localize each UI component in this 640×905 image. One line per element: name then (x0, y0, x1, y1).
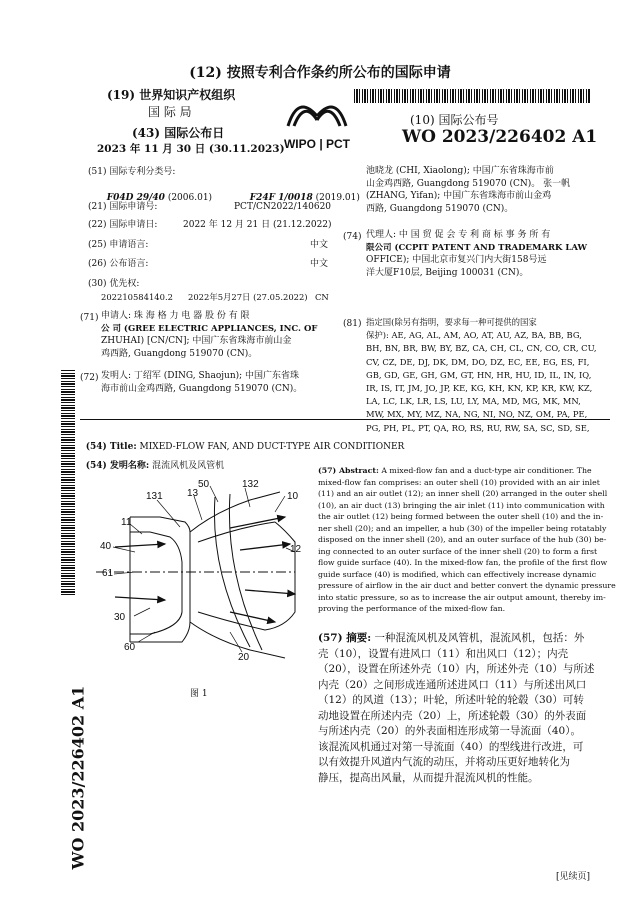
inventor-line: 海市前山金鸡西路, Guangdong 519070 (CN)。 (101, 383, 303, 394)
app-no: PCT/CN2022/140620 (234, 202, 332, 212)
ref-label: 20 (238, 652, 250, 663)
abstract-cn-label: (57) 摘要: (318, 632, 372, 644)
org-bureau: 国 际 局 (148, 105, 192, 119)
abstract-cn-line: （20），设置在所述外壳（10）内，所述外壳（10）与所述 (318, 663, 595, 675)
right-inventors (366, 165, 606, 215)
abstract-en-line: pressure of airflow in the air duct and better convert the dynamic pressure (318, 581, 616, 590)
abstract-cn-line: 内壳（20）之间形成连通所述进风口（11）与所述出风口 (318, 678, 587, 691)
inventor-num: (72) (80, 373, 99, 383)
pub-lang: 中文 (310, 259, 329, 269)
leader-lines (113, 486, 295, 652)
pub-number: WO 2023/226402 A1 (402, 127, 598, 147)
abstract-en-line: ner shell (20); and an impeller, a hub (30) of the impeller being rotatably (318, 523, 607, 533)
agent-line: 代理人: 中 国 贸 促 会 专 利 商 标 事 务 所 有 (366, 230, 551, 240)
states-line: MW, MX, MY, MZ, NA, NG, NI, NO, NZ, OM, PA, PE, (366, 409, 588, 420)
continued-note: [见续页] (556, 872, 591, 882)
abstract-en-line: mixed-flow fan comprises: an outer shell (10) provided with an air inlet (318, 477, 600, 487)
abstract-en-line: (11) and an air outlet (12); an inner shell (20) arranged in the outer shell (318, 489, 608, 498)
ipc-label: (51) 国际专利分类号: (88, 167, 176, 177)
ref-label: 40 (100, 541, 112, 552)
title-en-text: MIXED-FLOW FAN, AND DUCT-TYPE AIR CONDITIONER (139, 441, 405, 452)
abstract-cn-line: 以有效提升风道内气流的动压，并将动压更好地转化为 (318, 756, 570, 768)
divider (80, 419, 610, 420)
pub-lang-label: (26) 公布语言: (88, 259, 149, 269)
abstract-cn-line: 壳（10），设置有进风口（11）和出风口（12）；内壳 (318, 647, 569, 660)
ref-label: 11 (121, 517, 132, 528)
filing-lang: 中文 (310, 240, 329, 250)
ipc-2-year: (2019.01) (315, 192, 360, 203)
agent-line: OFFICE); 中国北京市复兴门内大街158号远 (366, 255, 547, 265)
ipc-1: F04D 29/40 (106, 192, 165, 203)
states-line: GB, GD, GE, GH, GM, GT, HN, HR, HU, ID, IL, IN, IQ, (366, 369, 592, 380)
abstract-en (318, 465, 616, 615)
barcode-side (61, 370, 75, 595)
ref-label: 13 (187, 488, 199, 499)
abstract-en-line: the air outlet (12) being formed between the outer shell (10) and the in- (318, 512, 604, 521)
patent-figure (90, 472, 320, 672)
agent-block (366, 229, 606, 279)
abstract-cn-line: 静压，提高出风量，从而提升混流风机的性能。 (318, 771, 539, 784)
abstract-cn (318, 631, 603, 786)
ipc-1-year: (2006.01) (167, 192, 213, 203)
document-title: (12) 按照专利合作条约所公布的国际申请 (189, 65, 451, 81)
abstract-cn-line: 与所述内壳（20）的外表面相连形成第一导流面（40）。 (318, 725, 581, 737)
title-cn (80, 447, 224, 472)
abstract-en-line: guide surface (40) is modified, which can effectively increase dynamic (318, 569, 597, 579)
inventor-line: (ZHANG, Yifan); 中国广东省珠海市前山金鸡 (366, 191, 552, 201)
ref-label: 50 (198, 479, 210, 490)
abstract-cn-line: （12）的风道（13）；叶轮，所述叶轮的轮毂（30）可转 (318, 694, 584, 706)
ref-label: 12 (290, 544, 302, 555)
applicant-line: 鸡西路, Guangdong 519070 (CN)。 (101, 348, 258, 359)
ref-label: 10 (287, 491, 299, 502)
inventor-line: 发明人: 丁绍军 (DING, Shaojun); 中国广东省珠 (101, 371, 300, 381)
title-cn-text: 混流风机及风管机 (152, 460, 225, 471)
filing-date: 2022 年 12 月 21 日 (21.12.2022) (183, 220, 332, 230)
app-no-label: (21) 国际申请号: (88, 202, 158, 212)
abstract-en-line: (10), an air duct (13) bringing the air inlet (11) into communication with (318, 500, 605, 510)
states-block (366, 316, 611, 435)
inventor-block (101, 370, 331, 395)
ref-label: 131 (146, 491, 163, 502)
abstract-cn-line: 动地设置在所述内壳（20）上，所述轮毂（30）的外表面 (318, 709, 587, 722)
side-pub-number: WO 2023/226402 A1 (68, 685, 88, 870)
priority-no: 202210584140.2 (101, 292, 173, 302)
ref-label: 60 (124, 642, 136, 653)
abstract-en-line: into static pressure, so as to increase the air output amount, thereby im- (318, 592, 606, 602)
barcode-top (354, 89, 590, 103)
agent-line: 洋大厦F10层, Beijing 100031 (CN)。 (366, 267, 529, 278)
applicant-line: ZHUHAI) [CN/CN]; 中国广东省珠海市前山金 (101, 336, 292, 346)
pub-no-label: (10) 国际公布号 (410, 113, 499, 127)
abstract-en-label: (57) Abstract: (318, 466, 379, 475)
abstract-en-line: A mixed-flow fan and a duct-type air conditioner. The (381, 466, 592, 475)
applicant-block (101, 310, 331, 360)
ref-label: 30 (114, 612, 126, 623)
filing-lang-label: (25) 申请语言: (88, 240, 149, 250)
agent-num: (74) (343, 232, 362, 242)
states-line: PG, PH, PL, PT, QA, RO, RS, RU, RW, SA, SC, SD, SE, (366, 422, 590, 433)
states-num: (81) (343, 319, 362, 329)
applicant-line: 公 司 (GREE ELECTRIC APPLIANCES, INC. OF (101, 323, 318, 334)
states-line: CV, CZ, DE, DJ, DK, DM, DO, DZ, EC, EE, EG, ES, FI, (366, 356, 590, 367)
pub-date-label: (43) 国际公布日 (132, 126, 225, 140)
abstract-en-line: disposed on the inner shell (20), and an outer surface of the hub (30) be- (318, 535, 607, 544)
applicant-num: (71) (80, 313, 99, 323)
states-line: 保护): AE, AG, AL, AM, AO, AT, AU, AZ, BA, BB, BG, (366, 330, 582, 341)
inventor-line: 山金鸡西路, Guangdong 519070 (CN)。 张一帆 (366, 178, 571, 189)
states-line: BH, BN, BR, BW, BY, BZ, CA, CH, CL, CN, CO, CR, CU, (366, 343, 597, 354)
priority-date: 2022年5月27日 (27.05.2022) (188, 292, 308, 302)
states-line: LA, LC, LK, LR, LS, LU, LY, MA, MD, MG, MK, MN, (366, 396, 581, 407)
priority-label: (30) 优先权: (88, 279, 140, 289)
applicant-line: 申请人: 珠 海 格 力 电 器 股 份 有 限 (101, 311, 250, 321)
inventor-line: 池晓龙 (CHI, Xiaolong); 中国广东省珠海市前 (366, 166, 554, 176)
figure-caption: 图 1 (190, 689, 208, 699)
wipo-logo (272, 86, 362, 154)
inventor-line: 西路, Guangdong 519070 (CN)。 (366, 203, 514, 214)
priority-country: CN (315, 292, 329, 302)
airflow-arrows (115, 517, 295, 622)
states-line: IR, IS, IT, JM, JO, JP, KE, KG, KH, KN, KP, KR, KW, KZ, (366, 383, 593, 394)
pub-date: 2023 年 11 月 30 日 (30.11.2023) (97, 143, 285, 155)
abstract-en-line: ing connected to an outer surface of the inner shell (20) to form a first (318, 546, 598, 556)
title-cn-label: (54) 发明名称: (85, 460, 150, 471)
title-en-label: (54) Title: (85, 441, 137, 452)
wipo-logo-text: WIPO | PCT (283, 137, 351, 151)
agent-line: 限公司 (CCPIT PATENT AND TRADEMARK LAW (366, 242, 588, 253)
abstract-cn-line: 一种混流风机及风管机，混流风机，包括：外 (374, 632, 585, 644)
filing-date-label: (22) 国际申请日: (88, 220, 158, 230)
ipc-2: F24F 1/0018 (249, 192, 313, 203)
ref-label: 61 (102, 568, 114, 579)
abstract-cn-line: 该混流风机通过对第一导流面（40）的型线进行改进，可 (318, 740, 584, 753)
states-line: 指定国(除另有指明，要求每一种可提供的国家 (366, 317, 537, 327)
abstract-en-line: flow guide surface (40). In the mixed-flow fan, the profile of the first flow (318, 558, 608, 567)
org-name: (19) 世界知识产权组织 (107, 88, 236, 102)
abstract-en-line: proving the performance of the mixed-flow fan. (318, 604, 506, 613)
ref-label: 132 (242, 479, 259, 490)
